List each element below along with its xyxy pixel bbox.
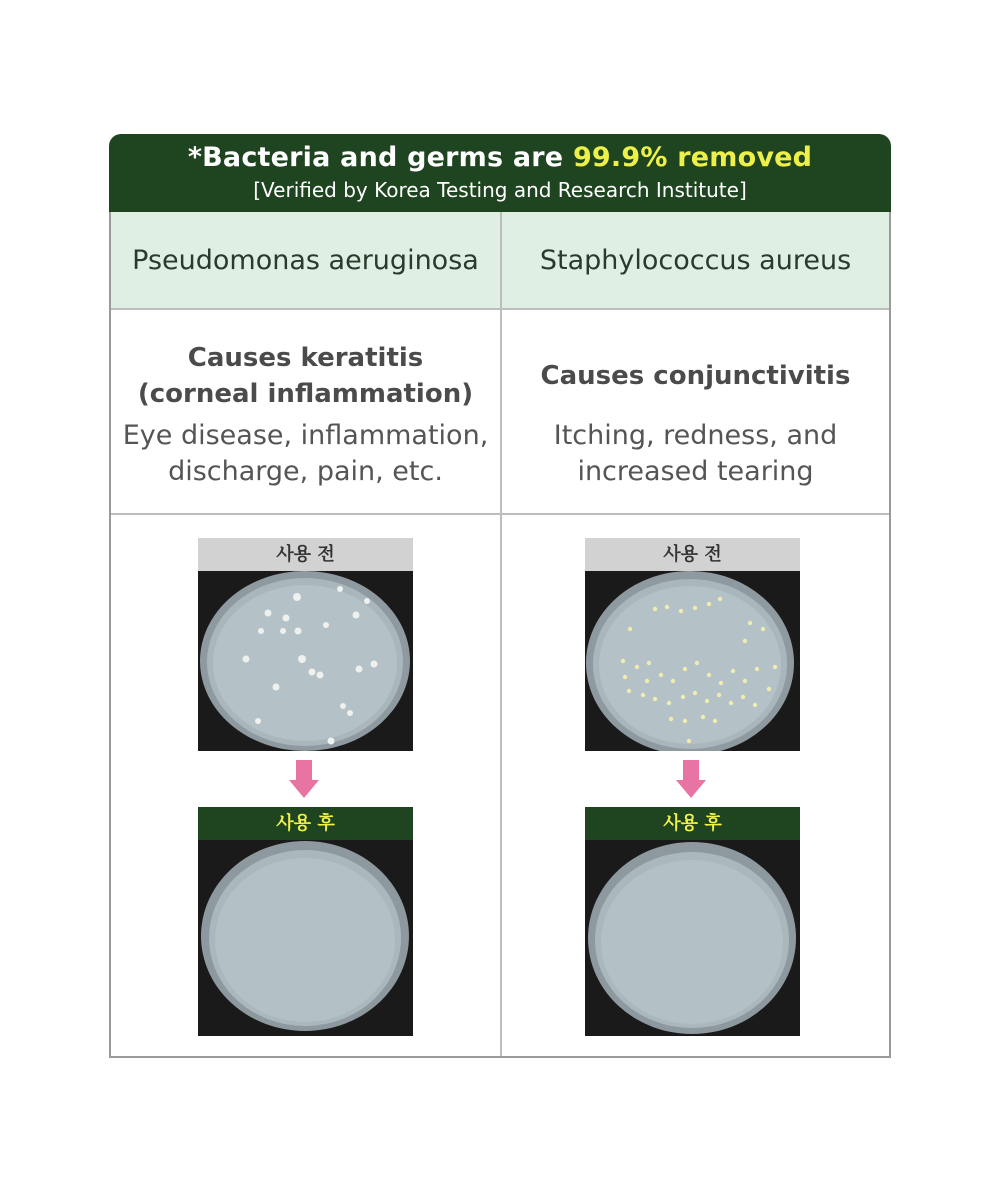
bacteria-name: Pseudomonas aeruginosa [132,244,479,276]
row-divider [111,513,889,515]
symptom-line: Eye disease, inflammation, [122,420,489,451]
symptom-line: discharge, pain, etc. [168,456,443,487]
before-label: 사용 전 [198,538,413,571]
petri-dish-with-colonies [585,571,800,751]
after-label: 사용 후 [198,807,413,840]
clean-petri-dish [198,840,413,1036]
comparison-table [109,212,891,1058]
symptom-text [502,418,889,490]
after-plate-photo [585,840,800,1036]
results-card [109,134,891,1058]
symptom-line: increased tearing [577,456,814,487]
card-header [109,134,891,212]
petri-dish-with-colonies [198,571,413,751]
symptom-text [111,418,500,490]
before-plate-block [198,538,413,751]
symptom-line: Itching, redness, and [553,420,838,451]
cause-line: (corneal inflammation) [137,379,474,409]
after-label: 사용 후 [585,807,800,840]
cause-line: Causes keratitis [187,343,424,373]
cause-text [111,340,500,412]
header-subtitle: [Verified by Korea Testing and Research Institute] [253,178,747,202]
before-plate-photo [585,571,800,751]
cause-line: Causes conjunctivitis [540,361,851,391]
before-plate-block [585,538,800,751]
after-plate-block [585,807,800,1036]
bacteria-name: Staphylococcus aureus [539,244,852,276]
header-title [109,142,891,173]
before-plate-photo [198,571,413,751]
before-label: 사용 전 [585,538,800,571]
cause-text [502,358,889,394]
clean-petri-dish [585,840,800,1036]
down-arrow-icon [289,760,319,800]
description-cell [111,310,500,513]
bacteria-name-cell [502,212,889,308]
header-title-prefix: *Bacteria and germs are [187,142,564,173]
description-cell [502,310,889,513]
header-highlight: 99.9% removed [572,142,813,173]
after-plate-block [198,807,413,1036]
after-plate-photo [198,840,413,1036]
bacteria-name-cell [111,212,500,308]
down-arrow-icon [676,760,706,800]
